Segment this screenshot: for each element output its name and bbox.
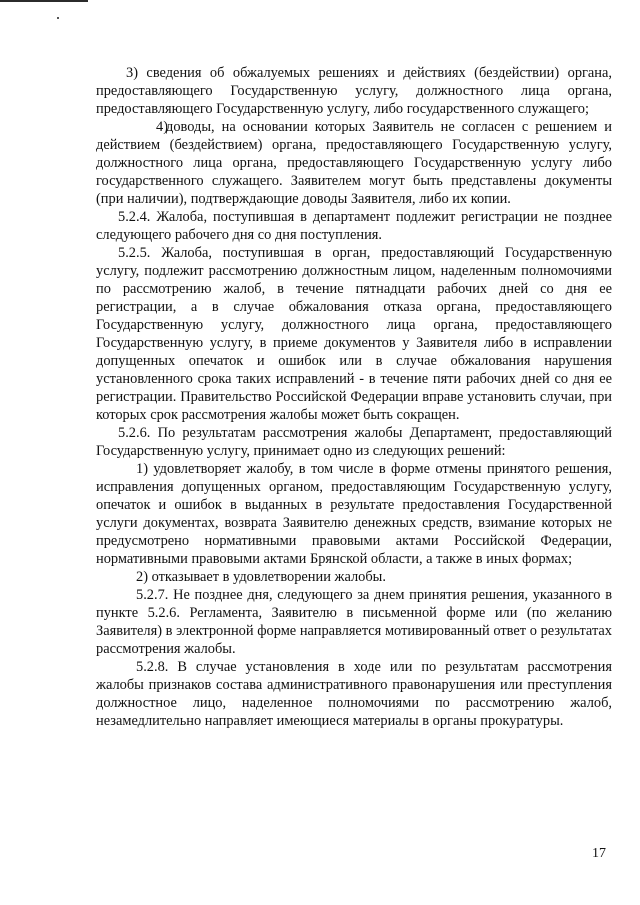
scan-dot (57, 17, 59, 19)
paragraph-text: 5.2.8. В случае установления в ходе или по результатам рассмотрения жалобы признаков состава административного правонарушения или преступления должностное лицо, наделенное полномочиями по рассмотрению жалоб, незамедлительно направляет имеющиеся материалы в органы прокуратуры. (96, 659, 612, 729)
scan-edge-mark (0, 0, 88, 2)
paragraph-5-2-5 (96, 244, 612, 424)
paragraph-text: 3) сведения об обжалуемых решениях и действиях (бездействии) органа, предоставляющего Государственную услугу, должностного лица органа, предоставляющего Государственную услугу, либо государственного служащего; (96, 65, 612, 117)
paragraph-text: 2) отказывает в удовлетворении жалобы. (136, 569, 386, 585)
paragraph-5-2-8 (96, 658, 612, 730)
paragraph-text: 1) удовлетворяет жалобу, в том числе в форме отмены принятого решения, исправления допущенных органом, предоставляющим Государственную услугу, опечаток и ошибок в выданных в результате предоставления Государственной услуги документах, возврата Заявителю денежных средств, взимание которых не предусмотрено нормативными правовыми актами Российской Федерации, нормативными правовыми актами Брянской области, а также в иных формах; (96, 461, 612, 567)
document-body (96, 64, 612, 730)
paragraph-text: 5.2.7. Не позднее дня, следующего за днем принятия решения, указанного в пункте 5.2.6. Регламента, Заявителю в письменной форме или (по желанию Заявителя) в электронной форме направляется мотивированный ответ о результатах рассмотрения жалобы. (96, 587, 612, 657)
list-number: 4) (156, 119, 168, 135)
paragraph-text: 5.2.4. Жалоба, поступившая в департамент подлежит регистрации не позднее следующего рабочего дня со дня поступления. (96, 209, 612, 243)
paragraph-5-2-4 (96, 208, 612, 244)
paragraph-decision-1 (96, 460, 612, 568)
paragraph-text: 5.2.6. По результатам рассмотрения жалобы Департамент, предоставляющий Государственную услугу, принимает одно из следующих решений: (96, 425, 612, 459)
paragraph-text: доводы, на основании которых Заявитель не согласен с решением и действием (бездействием) органа, предоставляющего Государственную услугу, должностного лица органа, предоставляющего Государственную услугу либо государственного служащего. Заявителем могут быть представлены документы (при наличии), подтверждающие доводы Заявителя, либо их копии. (96, 119, 612, 207)
paragraph-4 (96, 118, 612, 208)
paragraph-decision-2 (96, 568, 612, 586)
paragraph-3 (96, 64, 612, 118)
paragraph-5-2-7 (96, 586, 612, 658)
paragraph-text: 5.2.5. Жалоба, поступившая в орган, предоставляющий Государственную услугу, подлежит рассмотрению должностным лицом, наделенным полномочиями по рассмотрению жалоб, в течение пятнадцати рабочих дней со дня ее регистрации, а в случае обжалования отказа органа, предоставляющего Государственную услугу, должностного лица органа, предоставляющего Государственную услугу, в приеме документов у Заявителя либо в исправлении допущенных опечаток и ошибок или в случае обжалования нарушения установленного срока таких исправлений - в течение пяти рабочих дней со дня ее регистрации. Правительство Российской Федерации вправе установить случаи, при которых срок рассмотрения жалобы может быть сокращен. (96, 245, 612, 423)
paragraph-5-2-6 (96, 424, 612, 460)
page-number: 17 (592, 846, 606, 861)
